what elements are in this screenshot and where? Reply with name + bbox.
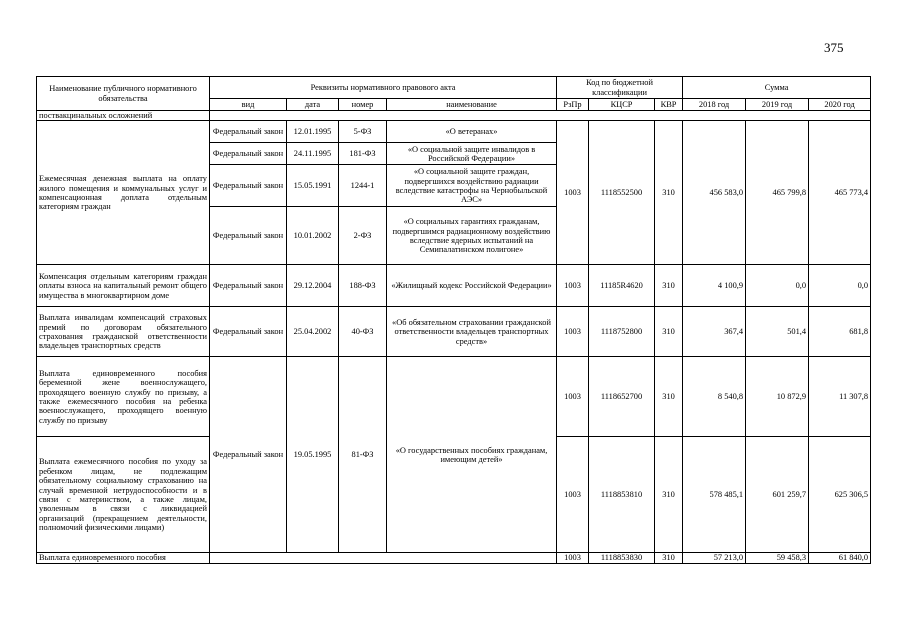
obligation-name: Выплата единовременного пособия [37,553,210,563]
header-amount: Сумма [683,77,871,99]
kvr-value: 310 [655,307,683,357]
amount-2020: 465 773,4 [809,121,871,265]
act-title: «О государственных пособиях гражданам, имеющим детей» [387,357,557,553]
amount-2019: 501,4 [746,307,809,357]
rzpr-value: 1003 [557,265,589,307]
kvr-value: 310 [655,265,683,307]
header-act-details: Реквизиты нормативного правового акта [210,77,557,99]
empty-cell [210,111,871,121]
act-type: Федеральный закон [210,165,287,207]
act-date: 25.04.2002 [287,307,339,357]
spill-row-name: поствакцинальных осложнений [37,111,210,121]
amount-2020: 11 307,8 [809,357,871,437]
kvr-value: 310 [655,357,683,437]
act-date: 24.11.1995 [287,143,339,165]
act-date: 19.05.1995 [287,357,339,553]
amount-2020: 61 840,0 [809,553,871,563]
act-title: «Об обязательном страховании гражданской ответственности владельцев транспортных средств» [387,307,557,357]
act-type: Федеральный закон [210,307,287,357]
act-type: Федеральный закон [210,207,287,265]
table-row [37,111,871,121]
amount-2018: 57 213,0 [683,553,746,563]
amount-2020: 0,0 [809,265,871,307]
obligation-name: Выплата инвалидам компенсаций страховых премий по договорам обязательного страхования гражданской ответственности владельцев транспортных средств [37,307,210,357]
kvr-value: 310 [655,437,683,553]
act-type: Федеральный закон [210,357,287,553]
obligation-name: Ежемесячная денежная выплата на оплату жилого помещения и коммунальных услуг и компенсационная доплата отдельным категориям граждан [37,121,210,265]
rzpr-value: 1003 [557,437,589,553]
header-kvr: КВР [655,99,683,111]
budget-table [36,76,871,564]
header-obligation-name: Наименование публичного нормативного обязательства [37,77,210,111]
act-type: Федеральный закон [210,121,287,143]
obligation-name: Компенсация отдельным категориям граждан оплаты взноса на капитальный ремонт общего имущества в многоквартирном доме [37,265,210,307]
obligation-name: Выплата единовременного пособия беременной жене военнослужащего, проходящего военную службу по призыву, а также ежемесячного пособия на ребенка военнослужащего, проходящего военную службу по призыву [37,357,210,437]
amount-2019: 601 259,7 [746,437,809,553]
table-header-row [37,77,871,99]
table-row [37,307,871,357]
act-date: 10.01.2002 [287,207,339,265]
header-budget-code: Код по бюджетной классификации [557,77,683,99]
table-row [37,553,871,563]
act-date: 12.01.1995 [287,121,339,143]
kcsr-value: 1118853830 [589,553,655,563]
rzpr-value: 1003 [557,357,589,437]
act-title: «О ветеранах» [387,121,557,143]
act-number: 81-ФЗ [339,357,387,553]
amount-2018: 456 583,0 [683,121,746,265]
act-number: 5-ФЗ [339,121,387,143]
empty-cell [210,553,557,563]
obligation-name: Выплата ежемесячного пособия по уходу за ребенком лицам, не подлежащим обязательному социальному страхованию на случай временной нетрудоспособности и в связи с материнством, а также лицам, уволенным в связи с ликвидацией организаций (прекращением деятельности, полномочий физическими лицами) [37,437,210,553]
amount-2019: 0,0 [746,265,809,307]
act-number: 2-ФЗ [339,207,387,265]
kvr-value: 310 [655,553,683,563]
header-kcsr: КЦСР [589,99,655,111]
header-year-2020: 2020 год [809,99,871,111]
act-date: 29.12.2004 [287,265,339,307]
rzpr-value: 1003 [557,121,589,265]
act-type: Федеральный закон [210,265,287,307]
act-number: 1244-1 [339,165,387,207]
amount-2020: 681,8 [809,307,871,357]
rzpr-value: 1003 [557,307,589,357]
act-number: 188-ФЗ [339,265,387,307]
header-act-title: наименование [387,99,557,111]
act-date: 15.05.1991 [287,165,339,207]
amount-2019: 10 872,9 [746,357,809,437]
page-number: 375 [824,40,844,55]
header-act-number: номер [339,99,387,111]
header-year-2019: 2019 год [746,99,809,111]
kcsr-value: 1118552500 [589,121,655,265]
amount-2018: 8 540,8 [683,357,746,437]
kvr-value: 310 [655,121,683,265]
header-year-2018: 2018 год [683,99,746,111]
act-title: «О социальной защите инвалидов в Российской Федерации» [387,143,557,165]
kcsr-value: 1118652700 [589,357,655,437]
header-act-date: дата [287,99,339,111]
act-title: «Жилищный кодекс Российской Федерации» [387,265,557,307]
table-row [37,265,871,307]
rzpr-value: 1003 [557,553,589,563]
header-rzpr: РзПр [557,99,589,111]
act-number: 181-ФЗ [339,143,387,165]
kcsr-value: 11185R4620 [589,265,655,307]
header-act-type: вид [210,99,287,111]
amount-2018: 578 485,1 [683,437,746,553]
act-title: «О социальных гарантиях гражданам, подвергшимся радиационному воздействию вследствие ядерных испытаний на Семипалатинском полигоне» [387,207,557,265]
amount-2018: 367,4 [683,307,746,357]
amount-2020: 625 306,5 [809,437,871,553]
amount-2019: 465 799,8 [746,121,809,265]
amount-2019: 59 458,3 [746,553,809,563]
table-row [37,357,871,437]
act-type: Федеральный закон [210,143,287,165]
table-row [37,121,871,143]
kcsr-value: 1118752800 [589,307,655,357]
kcsr-value: 1118853810 [589,437,655,553]
act-title: «О социальной защите граждан, подвергшихся воздействию радиации вследствие катастрофы на Чернобыльской АЭС» [387,165,557,207]
amount-2018: 4 100,9 [683,265,746,307]
act-number: 40-ФЗ [339,307,387,357]
